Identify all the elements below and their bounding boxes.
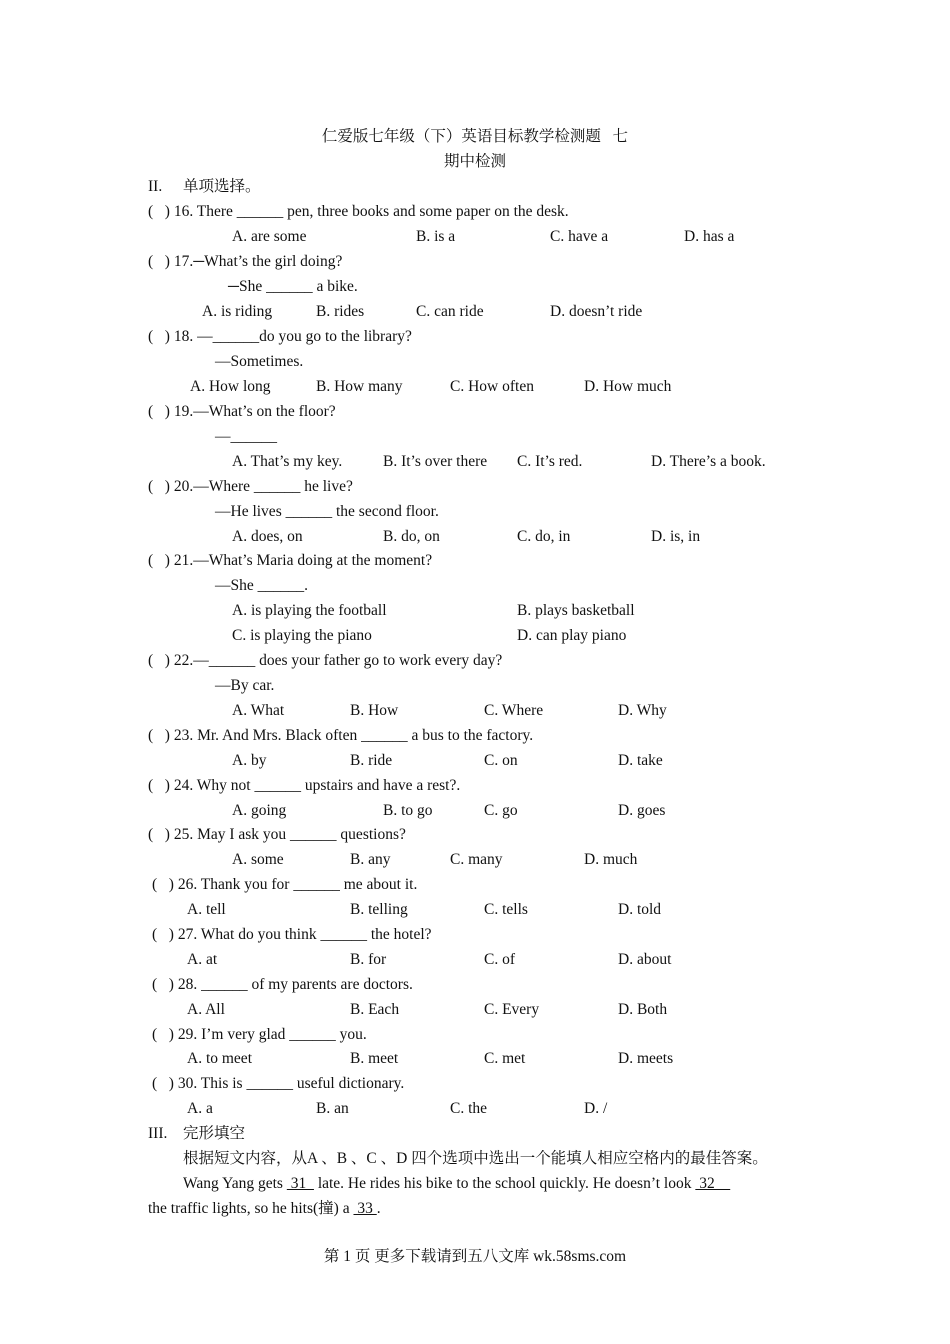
question-16-option-c: C. have a [550, 228, 609, 245]
question-24-option-a: A. going [232, 802, 287, 819]
page-title: 仁爱版七年级（下）英语目标教学检测题 七 [321, 128, 629, 145]
question-25-option-d: D. much [584, 851, 638, 868]
question-18-option-d: D. How much [584, 378, 672, 395]
question-25-option-a: A. some [232, 851, 284, 868]
question-24-option-c: C. go [484, 802, 518, 819]
question-27-stem: ( ) 27. What do you think ______ the hotel? [152, 926, 432, 943]
question-22-option-a: A. What [232, 702, 285, 719]
question-28-option-c: C. Every [484, 1001, 540, 1018]
question-22-stem: ( ) 22.—______ does your father go to work every day? [148, 652, 503, 669]
question-17-option-a: A. is riding [202, 303, 273, 320]
question-20-option-c: C. do, in [517, 528, 571, 545]
question-29-option-c: C. met [484, 1050, 526, 1067]
question-19-option-b: B. It’s over there [383, 453, 488, 470]
question-28-option-d: D. Both [618, 1001, 668, 1018]
question-24-option-d: D. goes [618, 802, 666, 819]
question-30-option-d: D. / [584, 1100, 608, 1117]
question-23-stem: ( ) 23. Mr. And Mrs. Black often ______ a bus to the factory. [148, 727, 534, 744]
question-19-option-c: C. It’s red. [517, 453, 583, 470]
question-18-response: —Sometimes. [215, 353, 304, 370]
question-17-option-d: D. doesn’t ride [550, 303, 643, 320]
cloze-blank-31: 31 [286, 1175, 314, 1192]
section-3-number: III. [148, 1125, 168, 1142]
question-19-option-d: D. There’s a book. [651, 453, 766, 470]
question-18-stem: ( ) 18. —______do you go to the library? [148, 328, 412, 345]
question-17-stem: ( ) 17.─What’s the girl doing? [148, 253, 343, 270]
question-16-option-a: A. are some [232, 228, 307, 245]
question-23-option-d: D. take [618, 752, 663, 769]
question-16-stem: ( ) 16. There ______ pen, three books and some paper on the desk. [148, 203, 569, 220]
question-19-stem: ( ) 19.—What’s on the floor? [148, 403, 336, 420]
question-17-option-b: B. rides [316, 303, 365, 320]
question-25-option-c: C. many [450, 851, 503, 868]
question-21-option-b: B. plays basketball [517, 602, 635, 619]
question-21-response: —She ______. [215, 577, 308, 594]
question-18-option-a: A. How long [190, 378, 271, 395]
question-21-stem: ( ) 21.—What’s Maria doing at the moment? [148, 552, 433, 569]
cloze-blank-32: 32 [695, 1175, 731, 1192]
question-22-option-c: C. Where [484, 702, 544, 719]
question-29-option-d: D. meets [618, 1050, 674, 1067]
question-19-response: —______ [215, 428, 277, 445]
question-20-option-d: D. is, in [651, 528, 701, 545]
cloze-instruction: 根据短文内容，从A 、B 、C 、D 四个选项中选出一个能填人相应空格内的最佳答案。 [183, 1150, 768, 1167]
question-29-option-b: B. meet [350, 1050, 399, 1067]
question-28-option-b: B. Each [350, 1001, 400, 1018]
page-footer: 第 1 页 更多下载请到五八文库 wk.58sms.com [323, 1248, 627, 1265]
cloze-text: Wang Yang gets [183, 1175, 287, 1192]
question-30-option-c: C. the [450, 1100, 488, 1117]
question-22-response: —By car. [215, 677, 275, 694]
question-24-option-b: B. to go [383, 802, 433, 819]
section-2-number: II. [148, 178, 163, 195]
question-20-response: —He lives ______ the second floor. [215, 503, 439, 520]
question-24-stem: ( ) 24. Why not ______ upstairs and have a rest?. [148, 777, 461, 794]
question-23-option-c: C. on [484, 752, 518, 769]
question-25-option-b: B. any [350, 851, 391, 868]
question-26-stem: ( ) 26. Thank you for ______ me about it. [152, 876, 418, 893]
cloze-text: . [376, 1200, 381, 1217]
question-30-option-a: A. a [187, 1100, 213, 1117]
question-18-option-b: B. How many [316, 378, 403, 395]
question-17-option-c: C. can ride [416, 303, 484, 320]
question-21-option-c: C. is playing the piano [232, 627, 372, 644]
question-29-stem: ( ) 29. I’m very glad ______ you. [152, 1026, 367, 1043]
question-16-option-b: B. is a [416, 228, 456, 245]
section-3-heading: 完形填空 [183, 1125, 246, 1142]
question-29-option-a: A. to meet [187, 1050, 252, 1067]
question-27-option-c: C. of [484, 951, 515, 968]
question-19-option-a: A. That’s my key. [232, 453, 343, 470]
cloze-text: late. He rides his bike to the school quickly. He doesn’t look [313, 1175, 696, 1192]
question-27-option-b: B. for [350, 951, 387, 968]
cloze-passage-line-2 [148, 1199, 381, 1219]
question-23-option-b: B. ride [350, 752, 393, 769]
question-26-option-d: D. told [618, 901, 662, 918]
question-26-option-a: A. tell [187, 901, 226, 918]
question-20-option-b: B. do, on [383, 528, 440, 545]
question-26-option-c: C. tells [484, 901, 528, 918]
question-27-option-a: A. at [187, 951, 218, 968]
question-23-option-a: A. by [232, 752, 267, 769]
question-28-option-a: A. All [187, 1001, 225, 1018]
cloze-blank-33: 33 [353, 1200, 377, 1217]
question-18-option-c: C. How often [450, 378, 534, 395]
question-30-option-b: B. an [316, 1100, 349, 1117]
question-16-option-d: D. has a [684, 228, 735, 245]
question-20-stem: ( ) 20.—Where ______ he live? [148, 478, 353, 495]
question-17-response: ─She ______ a bike. [228, 278, 358, 295]
question-21-option-a: A. is playing the football [232, 602, 387, 619]
question-20-option-a: A. does, on [232, 528, 303, 545]
page-subtitle: 期中检测 [443, 153, 506, 170]
cloze-passage-line-1 [183, 1174, 730, 1194]
section-2-heading: 单项选择。 [183, 178, 261, 195]
cloze-text: the traffic lights, so he hits(撞) a [148, 1200, 354, 1217]
question-25-stem: ( ) 25. May I ask you ______ questions? [148, 826, 406, 843]
question-28-stem: ( ) 28. ______ of my parents are doctors. [152, 976, 413, 993]
question-26-option-b: B. telling [350, 901, 408, 918]
question-22-option-d: D. Why [618, 702, 667, 719]
question-22-option-b: B. How [350, 702, 399, 719]
question-21-option-d: D. can play piano [517, 627, 627, 644]
question-30-stem: ( ) 30. This is ______ useful dictionary. [152, 1075, 405, 1092]
question-27-option-d: D. about [618, 951, 672, 968]
